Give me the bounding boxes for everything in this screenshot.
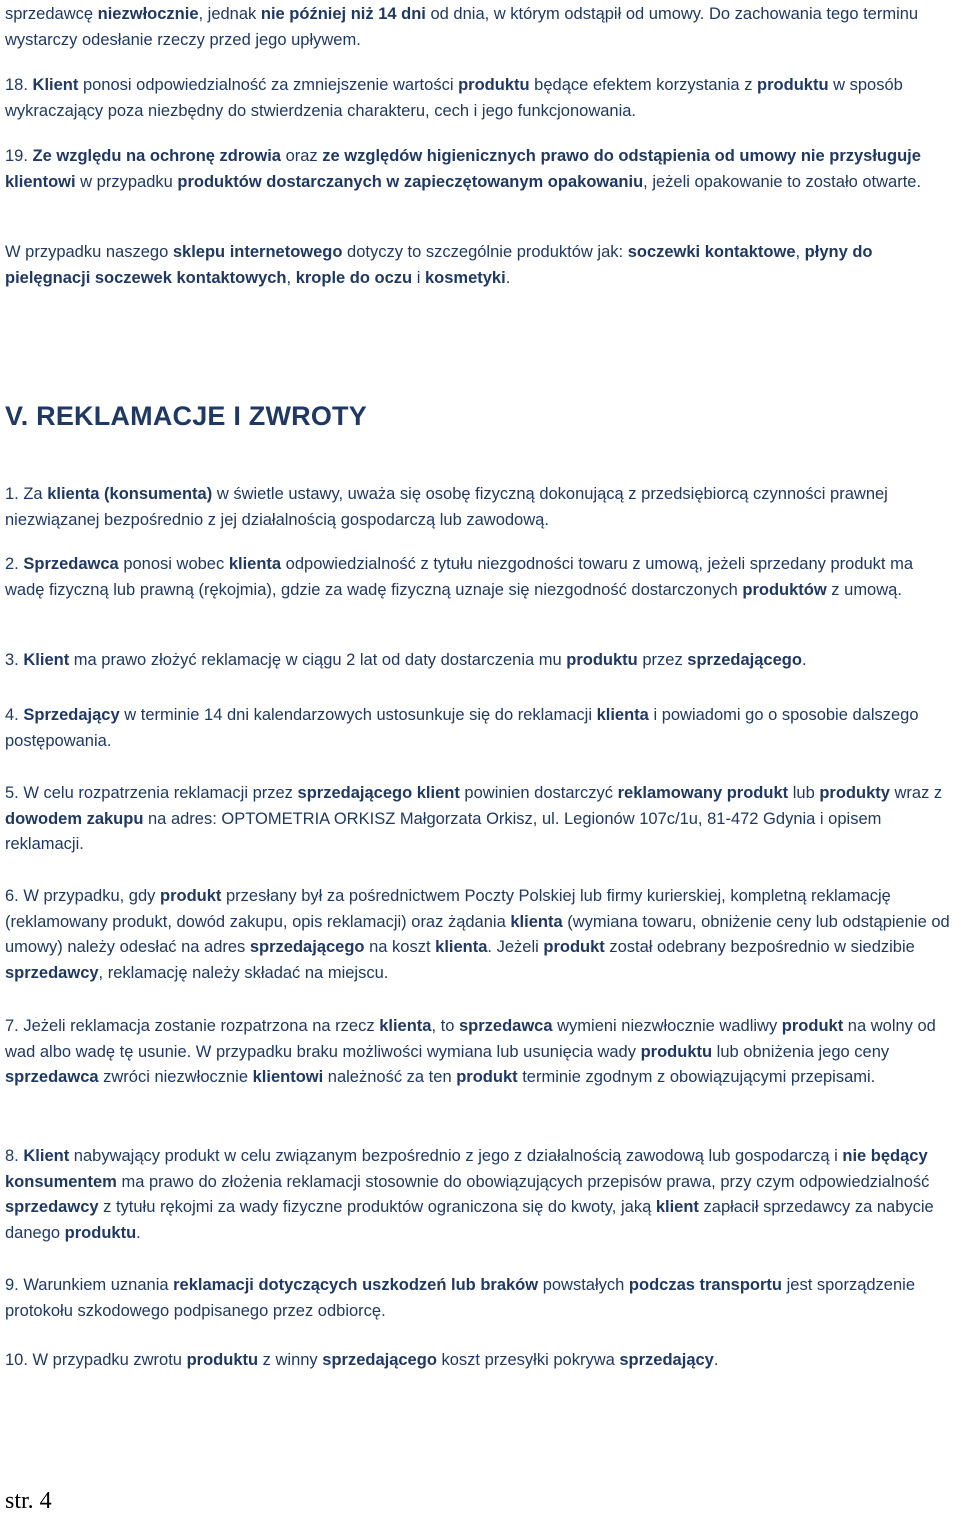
text-segment: (wymiana towaru, obniżenie ceny lub odstąpienie od umowy) należy odesłać na adres [5, 912, 950, 956]
text-segment: . [505, 268, 511, 287]
text-segment: w terminie 14 dni kalendarzowych ustosunkuje się do reklamacji [119, 706, 597, 724]
text-segment: zwróci niezwłocznie [98, 1068, 253, 1086]
text-segment: na wolny od wad albo wadę tę usunie. W przypadku braku możliwości wymiana lub usunięcia wady [5, 1017, 936, 1061]
text-segment: dotyczy to szczególnie produktów jak: [342, 243, 628, 261]
text-segment: 2. [5, 555, 24, 573]
page-number: str. 4 [5, 1488, 52, 1514]
bold-text-segment: produkt [456, 1068, 518, 1086]
bold-text-segment: klienta [435, 938, 488, 956]
text-segment: ponosi wobec [118, 555, 229, 573]
text-segment: zapłacił sprzedawcy za nabycie danego [5, 1198, 934, 1242]
section-point-2 [5, 552, 957, 603]
text-segment: ponosi odpowiedzialność za zmniejszenie wartości [78, 76, 459, 94]
text-segment: powstałych [538, 1276, 629, 1294]
text-segment: na adres: OPTOMETRIA ORKISZ Małgorzata Orkisz, ul. Legionów 107c/1u, 81-472 Gdynia i opisem reklamacji. [5, 809, 882, 853]
bold-text-segment: Klient [23, 1147, 70, 1165]
bold-text-segment: sklepu internetowego [172, 243, 343, 261]
text-segment: przesłany był za pośrednictwem Poczty Polskiej lub firmy kurierskiej, kompletną reklamację (reklamowany produkt, dowód zakupu, opis reklamacji) oraz żądania [5, 887, 891, 931]
bold-text-segment: sprzedawca [5, 1068, 99, 1086]
section-point-5 [5, 781, 957, 858]
section-point-7 [5, 1014, 957, 1091]
text-segment: 9. Warunkiem uznania [5, 1276, 174, 1294]
bold-text-segment: sprzedającego [322, 1351, 437, 1369]
bold-text-segment: płyny do pielęgnacji soczewek kontaktowych [5, 243, 873, 287]
bold-text-segment: dowodem zakupu [5, 809, 144, 828]
bold-text-segment: nie później niż 14 dni [260, 5, 426, 23]
paragraph-18 [5, 73, 957, 124]
text-segment: został odebrany bezpośrednio w siedzibie [604, 938, 915, 956]
text-segment: 18. [5, 76, 33, 94]
bold-text-segment: produkt [160, 887, 222, 905]
bold-text-segment: Klient [32, 76, 79, 94]
bold-text-segment: produktu [757, 76, 829, 94]
bold-text-segment: produktu [458, 76, 530, 94]
text-segment: . Jeżeli [487, 938, 544, 956]
text-segment: , to [431, 1017, 459, 1035]
bold-text-segment: kosmetyki [424, 268, 506, 287]
text-segment: wymieni niezwłocznie wadliwy [552, 1017, 782, 1035]
bold-text-segment: Sprzedawca [23, 555, 119, 573]
bold-text-segment: sprzedawcy [5, 1198, 99, 1216]
text-segment: należność za ten [323, 1068, 457, 1086]
section-point-1 [5, 482, 957, 533]
bold-text-segment: sprzedającego klient [297, 784, 460, 802]
bold-text-segment: Sprzedający [23, 706, 120, 724]
text-segment: 7. Jeżeli reklamacja zostanie rozpatrzona na rzecz [5, 1017, 380, 1035]
text-segment: W przypadku naszego [5, 243, 173, 261]
bold-text-segment: krople do oczu [295, 268, 413, 287]
paragraph-continued [5, 2, 957, 53]
text-segment: i [412, 268, 425, 287]
text-segment: ma prawo złożyć reklamację w ciągu 2 lat od daty dostarczenia mu [69, 651, 567, 669]
paragraph-19-examples [5, 240, 957, 291]
text-segment: od dnia, w którym odstąpił od umowy. Do zachowania tego terminu wystarczy odesłanie rzeczy przed jego upływem. [5, 5, 919, 49]
section-point-9 [5, 1273, 957, 1324]
text-segment: lub [788, 784, 820, 802]
bold-text-segment: reklamowany produkt [617, 784, 789, 802]
bold-text-segment: sprzedającego [687, 651, 802, 669]
text-segment: 10. W przypadku zwrotu [5, 1351, 187, 1369]
bold-text-segment: sprzedawca [458, 1017, 553, 1035]
bold-text-segment: klientowi [252, 1068, 324, 1086]
text-segment: . [801, 651, 807, 669]
text-segment: 8. [5, 1147, 24, 1165]
bold-text-segment: ze względów higienicznych prawo do odstąpienia od umowy nie przysługuje klientowi [5, 147, 921, 191]
text-segment: . [136, 1223, 141, 1242]
text-segment: przez [637, 651, 688, 669]
section-point-10 [5, 1348, 718, 1374]
bold-text-segment: sprzedający [619, 1351, 714, 1369]
text-segment: odpowiedzialność z tytułu niezgodności towaru z umową, jeżeli sprzedany produkt ma wadę fizyczną lub prawną (rękojmia), gdzie za wadę fizyczną uznaje się niezgodność dostarczonych [5, 555, 914, 599]
text-segment: 1. Za [5, 485, 48, 503]
bold-text-segment: produktów [742, 580, 827, 599]
text-segment: 6. W przypadku, gdy [5, 887, 160, 905]
text-segment: oraz [280, 147, 323, 165]
text-segment: koszt przesyłki pokrywa [436, 1351, 620, 1369]
text-segment: z tytułu rękojmi za wady fizyczne produktów ograniczona się do kwoty, jaką [98, 1198, 656, 1216]
bold-text-segment: produkt [781, 1017, 844, 1035]
bold-text-segment: produkty [819, 784, 890, 802]
bold-text-segment: klienta (konsumenta) [47, 485, 213, 503]
section-point-3 [5, 648, 807, 674]
text-segment: z umową. [826, 580, 902, 599]
text-segment: terminie zgodnym z obowiązującymi przepisami. [517, 1068, 876, 1086]
text-segment: lub obniżenia jego ceny [712, 1042, 890, 1061]
text-segment: sprzedawcę [5, 5, 98, 23]
text-segment: ma prawo do złożenia reklamacji stosownie do obowiązujących przepisów prawa, przy czym odpowiedzialność [116, 1172, 930, 1191]
text-segment: wraz z [889, 784, 943, 802]
section-point-4 [5, 703, 957, 754]
text-segment: , [286, 268, 296, 287]
text-segment: . [713, 1351, 719, 1369]
text-segment: z winny [258, 1351, 323, 1369]
text-segment: w sposób wykraczający poza niezbędny do stwierdzenia charakteru, cech i jego funkcjonowania. [5, 76, 903, 120]
bold-text-segment: soczewki kontaktowe [627, 243, 796, 261]
section-point-8 [5, 1144, 957, 1246]
bold-text-segment: niezwłocznie [97, 5, 199, 23]
text-segment: w przypadku [75, 172, 178, 191]
bold-text-segment: produktu [186, 1351, 259, 1369]
bold-text-segment: produkt [543, 938, 605, 956]
text-segment: , jednak [198, 5, 261, 23]
bold-text-segment: produktów dostarczanych w zapieczętowanym opakowaniu [177, 172, 644, 191]
bold-text-segment: produktu [64, 1223, 137, 1242]
text-segment: , [795, 243, 805, 261]
bold-text-segment: sprzedawcy [5, 963, 99, 982]
bold-text-segment: nie będący konsumentem [5, 1147, 928, 1191]
bold-text-segment: klienta [379, 1017, 432, 1035]
text-segment: 4. [5, 706, 24, 724]
text-segment: 3. [5, 651, 24, 669]
text-segment: w świetle ustawy, uważa się osobę fizyczną dokonującą z przedsiębiorcą czynności prawnej niezwiązanej bezpośrednio z jej działalnością gospodarczą lub zawodową. [5, 485, 888, 529]
bold-text-segment: produktu [640, 1042, 713, 1061]
text-segment: , reklamację należy składać na miejscu. [98, 963, 389, 982]
bold-text-segment: klienta [510, 912, 563, 931]
text-segment: 5. W celu rozpatrzenia reklamacji przez [5, 784, 298, 802]
bold-text-segment: klienta [228, 555, 282, 573]
text-segment: będące efektem korzystania z [529, 76, 758, 94]
text-segment: i powiadomi go o sposobie dalszego postępowania. [5, 706, 919, 750]
bold-text-segment: Klient [23, 651, 70, 669]
bold-text-segment: reklamacji dotyczących uszkodzeń lub braków [173, 1276, 539, 1294]
text-segment: jest sporządzenie protokołu szkodowego podpisanego przez odbiorcę. [5, 1276, 916, 1320]
paragraph-19 [5, 144, 957, 195]
bold-text-segment: sprzedającego [249, 938, 365, 956]
text-segment: 19. [5, 147, 33, 165]
section-point-6 [5, 884, 957, 986]
text-segment: na koszt [364, 938, 436, 956]
text-segment: powinien dostarczyć [459, 784, 618, 802]
bold-text-segment: produktu [566, 651, 638, 669]
bold-text-segment: klient [655, 1198, 699, 1216]
bold-text-segment: Ze względu na ochronę zdrowia [32, 147, 281, 165]
bold-text-segment: klienta [596, 706, 649, 724]
bold-text-segment: podczas transportu [628, 1276, 783, 1294]
section-heading: V. REKLAMACJE I ZWROTY [5, 401, 367, 431]
text-segment: , jeżeli opakowanie to zostało otwarte. [643, 172, 922, 191]
text-segment: nabywający produkt w celu związanym bezpośrednio z jego z działalnością zawodową lub gospodarczą i [69, 1147, 843, 1165]
